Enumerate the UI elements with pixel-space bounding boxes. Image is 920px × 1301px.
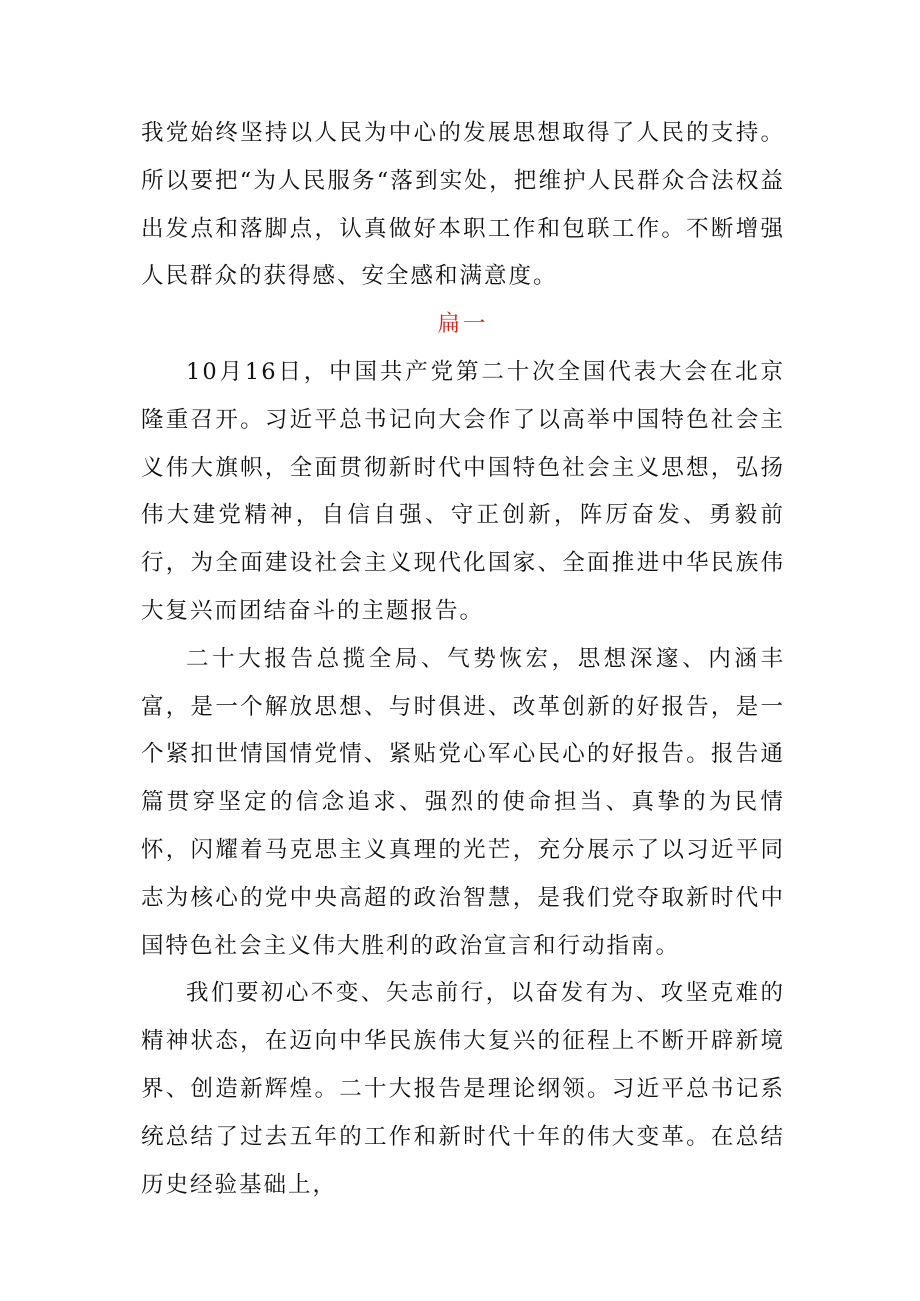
paragraph-2: 二十大报告总揽全局、气势恢宏，思想深邃、内涵丰富，是一个解放思想、与时俱进、改革创新的好报告，是一个紧扣世情国情党情、紧贴党心军心民心的好报告。报告通篇贯穿坚定的信念追求、强烈的使命担当、真挚的为民情怀，闪耀着马克思主义真理的光芒，充分展示了以习近平同志为核心的党中央高超的政治智慧，是我们党夺取新时代中国特色社会主义伟大胜利的政治宣言和行动指南。 — [141, 645, 785, 959]
paragraph-1: 10月16日，中国共产党第二十次全国代表大会在北京隆重召开。习近平总书记向大会作了以高举中国特色社会主义伟大旗帜，全面贯彻新时代中国特色社会主义思想，弘扬伟大建党精神，自信自强、守正创新，阵厉奋发、勇毅前行，为全面建设社会主义现代化国家、全面推进中华民族伟大复兴而团结奋斗的主题报告。 — [141, 358, 785, 624]
paragraph-intro: 我党始终坚持以人民为中心的发展思想取得了人民的支持。所以要把“为人民服务“落到实处，把维护人民群众合法权益出发点和落脚点，认真做好本职工作和包联工作。不断增强人民群众的获得感、安全感和满意度。 — [141, 120, 785, 290]
paragraph-3: 我们要初心不变、矢志前行，以奋发有为、攻坚克难的精神状态，在迈向中华民族伟大复兴的征程上不断开辟新境界、创造新辉煌。二十大报告是理论纲领。习近平总书记系统总结了过去五年的工作和新时代十年的伟大变革。在总结历史经验基础上， — [141, 980, 785, 1198]
section-heading: 扁一 — [437, 311, 489, 338]
document-body — [141, 110, 785, 1209]
